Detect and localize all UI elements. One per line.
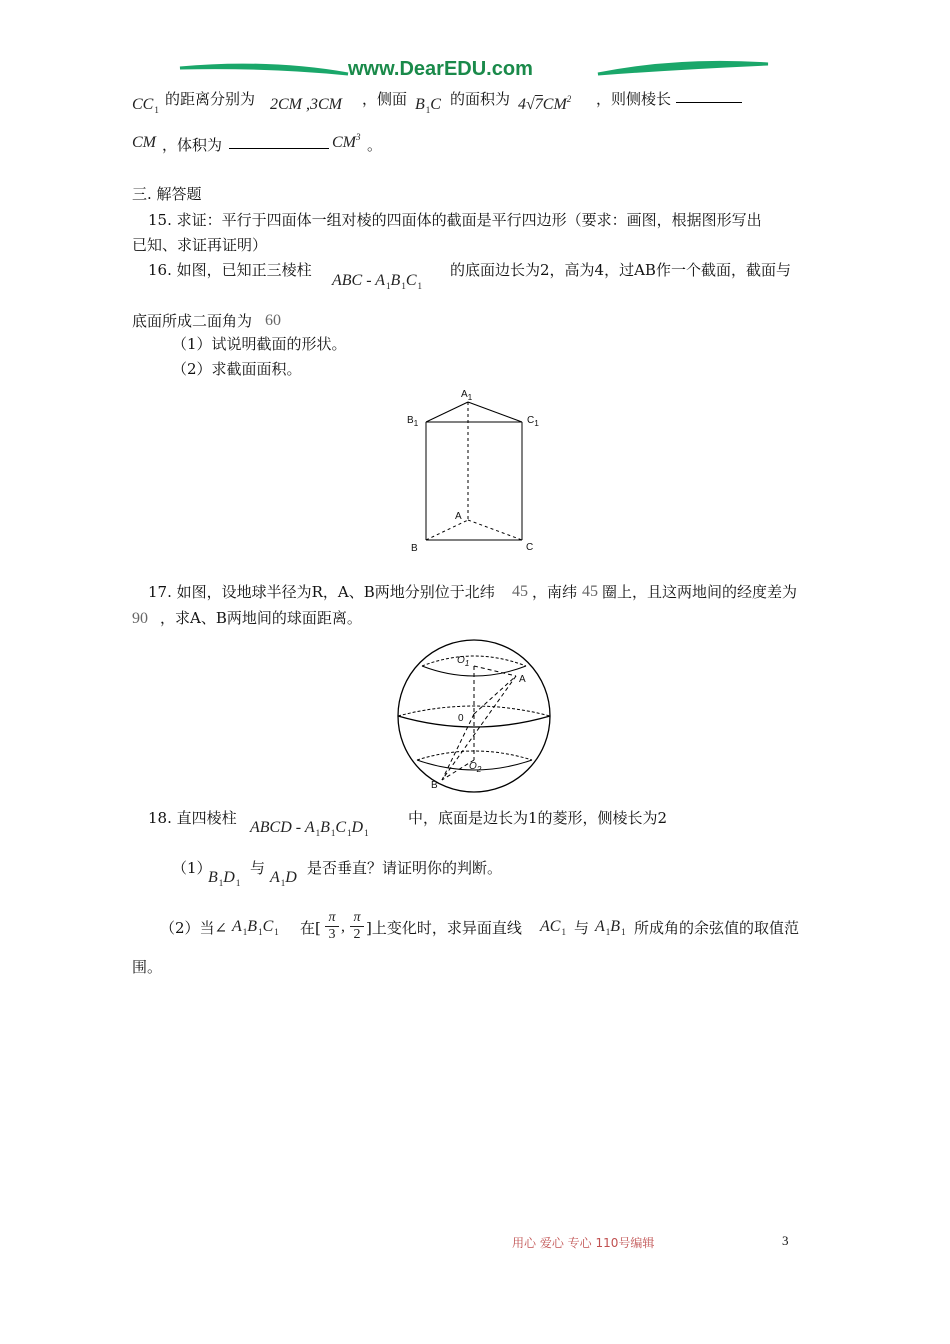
math-angle-a1b1c1: $A_1B_1C_1$	[232, 918, 279, 937]
math-45: 45	[582, 583, 598, 600]
math-a1b1: $A_1B_1$	[595, 918, 626, 937]
text: 围。	[132, 958, 163, 976]
page-number: 3	[782, 1233, 789, 1248]
label-o2: $O_2$	[469, 761, 482, 774]
text: 18. 直四棱柱	[148, 809, 237, 827]
math-b1c: $B_1C$	[415, 96, 441, 115]
text: 所成角的余弦值的取值范	[634, 919, 800, 937]
text: 在[	[300, 919, 321, 937]
math-prism4: ABCD - $A_1B_1C_1D_1$	[250, 819, 369, 838]
label-b: B	[411, 543, 418, 554]
math-90: 90	[132, 610, 148, 627]
text: ，体积为	[162, 136, 223, 154]
math-cc1: $CC_1$	[132, 96, 159, 115]
math-cm3: $CM^3$	[332, 132, 361, 151]
label-b1: $B_1$	[407, 415, 419, 428]
text: （2）求截面面积。	[172, 360, 302, 378]
math-angle: 60	[265, 312, 281, 329]
text: 圈上，且这两地间的经度差为	[602, 583, 798, 601]
text: ，求A、B两地间的球面距离。	[160, 609, 362, 627]
section-title: 三. 解答题	[132, 185, 202, 203]
math-45: 45	[512, 583, 528, 600]
comma: ,	[341, 918, 345, 935]
logo-text: www.DearEDU.com	[348, 58, 533, 80]
fraction-pi-2: π 2	[350, 910, 364, 943]
text: 17. 如图，设地球半径为R，A、B两地分别位于北纬	[148, 583, 495, 601]
text: （1）试说明截面的形状。	[172, 335, 347, 353]
math-ac1: $AC_1$	[540, 918, 566, 937]
answer-blank[interactable]	[229, 134, 329, 149]
math-a1d: $A_1D$	[270, 869, 297, 888]
label-a: A	[455, 511, 462, 522]
math-cm: CM	[132, 134, 156, 151]
text: （1）	[172, 859, 212, 877]
prism-diagram	[400, 380, 560, 560]
text: 的底面边长为2，高为4，过AB作一个截面，截面与	[450, 261, 791, 279]
text: 的面积为	[450, 90, 511, 108]
text: 底面所成二面角为	[132, 312, 253, 330]
math-b1d1: $B_1D_1$	[208, 869, 241, 888]
label-c: C	[526, 542, 534, 553]
text: 中，底面是边长为1的菱形，侧棱长为2	[408, 809, 668, 827]
text: 与	[250, 859, 266, 877]
math-prism-name: ABC - $A_1B_1C_1$	[332, 272, 422, 291]
text: 是否垂直？请证明你的判断。	[307, 859, 503, 877]
text: 与	[574, 919, 590, 937]
label-o: 0	[458, 713, 464, 724]
text: ，侧面	[362, 90, 408, 108]
q15-line2: 已知、求证再证明）	[132, 236, 268, 254]
text: 。	[367, 136, 383, 154]
label-c1: $C_1$	[527, 415, 539, 428]
q15-line1: 15. 求证：平行于四面体一组对棱的四面体的截面是平行四边形（要求：画图，根据图形写出	[148, 211, 762, 229]
label-a: A	[519, 674, 526, 685]
footer-text: 用心 爱心 专心 110号编辑	[512, 1236, 655, 1250]
label-b: B	[431, 780, 438, 791]
answer-blank[interactable]	[676, 88, 742, 103]
fraction-pi-3: π 3	[325, 910, 339, 943]
text: 的距离分别为	[165, 90, 256, 108]
text: （2）当∠	[160, 919, 228, 937]
text: ，则侧棱长	[596, 90, 672, 108]
text: ]上变化时，求异面直线	[366, 919, 522, 937]
math-values: 2CM ,3CM	[270, 96, 342, 113]
math-area: $4√7CM^2$	[518, 94, 572, 113]
label-o1: $O_1$	[457, 655, 470, 668]
text: 16. 如图，已知正三棱柱	[148, 261, 312, 279]
label-a1: $A_1$	[461, 389, 473, 402]
text: ，南纬	[532, 583, 578, 601]
